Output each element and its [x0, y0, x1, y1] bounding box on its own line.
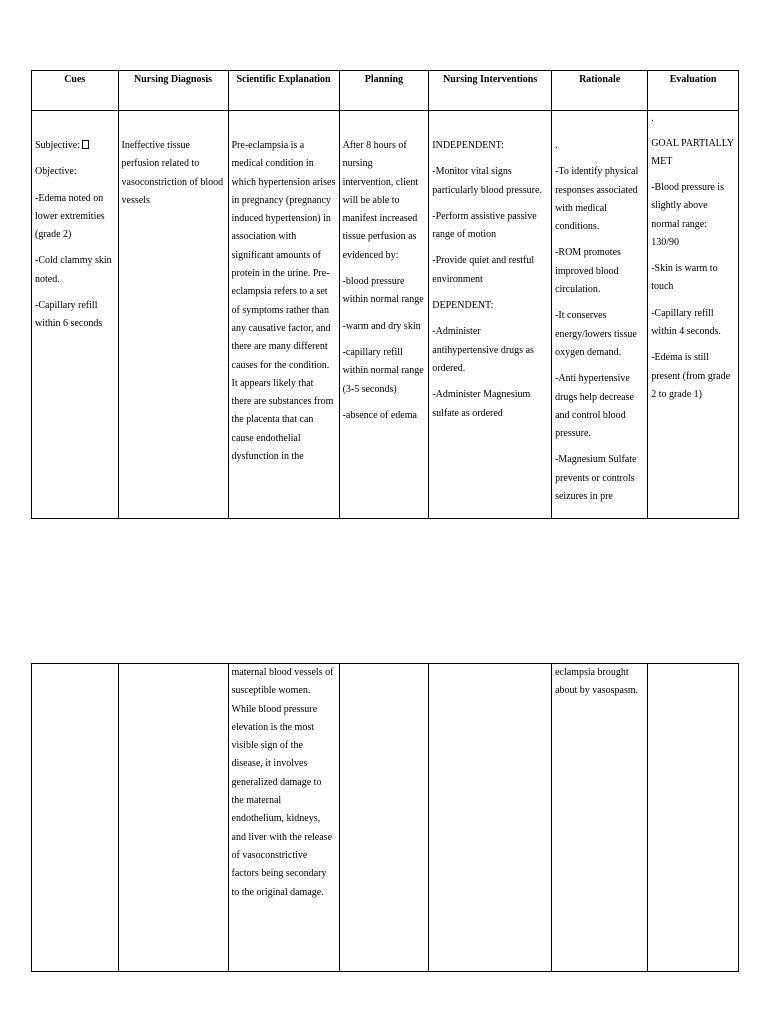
rationale-cell [552, 111, 648, 519]
cue-item: -Capillary refill within 6 seconds [35, 300, 103, 330]
interventions-cell [429, 111, 552, 519]
cue-item: -Edema noted on lower extremities (grade 2) [35, 192, 105, 241]
planning-item: -absence of edema [342, 409, 417, 421]
header-row [32, 71, 739, 111]
header-explanation: Scientific Explanation [228, 71, 339, 111]
intervention-item: -Administer antihypertensive drugs as ordered. [432, 326, 534, 374]
planning-item: -warm and dry skin [342, 320, 421, 332]
diagnosis-text: Ineffective tissue perfusion related to vasoconstriction of blood vessels [121, 140, 224, 206]
interventions-cell-cont [429, 664, 552, 972]
evaluation-item: -Skin is warm to touch [651, 263, 718, 293]
planning-cell [339, 111, 429, 519]
diagnosis-cell [118, 111, 228, 519]
evaluation-goal: GOAL PARTIALLY MET [651, 138, 734, 167]
body-row [32, 111, 739, 519]
care-plan-table-part1 [31, 70, 739, 519]
care-plan-table-part2 [31, 663, 739, 972]
rationale-item: -To identify physical responses associated with medical conditions. [555, 166, 639, 233]
intervention-item: -Perform assistive passive range of motion [432, 210, 537, 241]
evaluation-cell [648, 111, 739, 519]
rationale-cell-cont [552, 664, 648, 972]
diagnosis-cell-cont [118, 664, 228, 972]
rationale-item: -Anti hypertensive drugs help decrease and control blood pressure. [555, 373, 634, 440]
evaluation-item: -Blood pressure is slightly above normal range: 130/90 [651, 182, 724, 248]
planning-item: -capillary refill within normal range (3-5 seconds) [342, 346, 424, 395]
objective-label: Objective: [35, 166, 77, 178]
planning-cell-cont [339, 664, 429, 972]
cues-cell [32, 111, 119, 519]
dependent-label: DEPENDENT: [432, 300, 494, 312]
intervention-item: -Monitor vital signs particularly blood pressure. [432, 166, 542, 196]
explanation-cell-cont [228, 664, 339, 972]
subjective-label: Subjective: [35, 140, 80, 151]
rationale-item: -It conserves energy/lowers tissue oxygen demand. [555, 310, 637, 358]
intervention-item: -Provide quiet and restful environment [432, 255, 535, 285]
explanation-text: Pre-eclampsia is a medical condition in which hypertension arises in pregnancy (pregnancy induced hypertension) in association with significant amounts of protein in the urine. Pre-eclampsia refers to a set of symptoms rather than any causative factor, and there are many different causes for the condition. It appears likely that there are substances from the placenta that can cause endothelial dysfunction in the [231, 140, 336, 463]
intervention-item: -Administer Magnesium sulfate as ordered [432, 389, 531, 419]
header-planning: Planning [339, 71, 429, 111]
header-interventions: Nursing Interventions [429, 71, 552, 111]
explanation-text-cont: maternal blood vessels of susceptible women. While blood pressure elevation is the most visible sign of the disease, it involves generalized damage to the maternal endothelium, kidneys, and liver with the release of vasoconstrictive factors being secondary to the original damage. [231, 667, 334, 898]
header-rationale: Rationale [552, 71, 648, 111]
evaluation-item: -Capillary refill within 4 seconds. [651, 307, 721, 338]
header-cues: Cues [32, 71, 119, 111]
cue-item: -Cold clammy skin noted. [35, 255, 112, 285]
planning-intro: After 8 hours of nursing intervention, client will be able to manifest increased tissue perfusion as evidenced by: [342, 140, 419, 261]
cues-cell-cont [32, 664, 119, 972]
checkbox-glyph-icon [82, 140, 89, 149]
rationale-item: -ROM promotes improved blood circulation. [555, 247, 621, 296]
rationale-item: -Magnesium Sulfate prevents or controls seizures in pre [555, 454, 637, 503]
evaluation-item: -Edema is still present (from grade 2 to grade 1) [651, 352, 731, 400]
evaluation-cell-cont [648, 664, 739, 972]
evaluation-dot: . [651, 113, 654, 124]
planning-item: -blood pressure within normal range [342, 276, 424, 306]
continuation-row [32, 664, 739, 972]
independent-label: INDEPENDENT: [432, 140, 504, 151]
explanation-cell [228, 111, 339, 519]
header-diagnosis: Nursing Diagnosis [118, 71, 228, 111]
header-evaluation: Evaluation [648, 71, 739, 111]
rationale-text-cont: eclampsia brought about by vasospasm. [555, 667, 639, 697]
rationale-dot: . [555, 140, 558, 151]
